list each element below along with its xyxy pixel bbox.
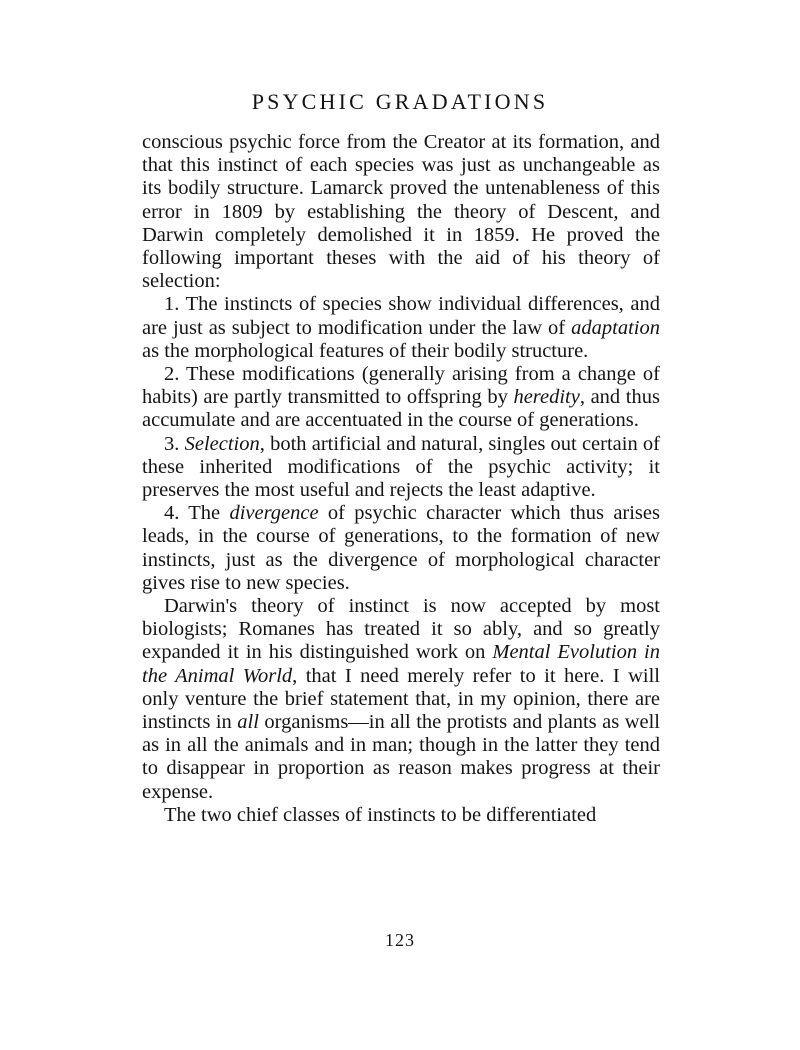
italic-text: Selection bbox=[184, 432, 260, 455]
italic-text: all bbox=[237, 711, 259, 734]
text-segment: , that I need merely refer to it here. I will only venture the brief statement that, in my opinion, there are instincts in bbox=[142, 664, 661, 734]
paragraph bbox=[142, 363, 660, 433]
italic-text: heredity bbox=[513, 386, 580, 409]
running-title: PSYCHIC GRADATIONS bbox=[251, 89, 549, 114]
paragraph bbox=[142, 804, 660, 827]
paragraph bbox=[142, 131, 660, 293]
italic-text: adaptation bbox=[571, 316, 660, 339]
paragraph bbox=[142, 433, 660, 503]
text-segment: conscious psychic force from the Creator at its formation, and that this instinct of each species was just as unchangeable as its bodily structure. Lamarck proved the untenableness of this error in 1809 by establishing the theory of Descent, and Darwin completely demolished it in 1859. He proved the following important theses with the aid of his theory of selection: bbox=[142, 131, 660, 293]
text-segment: , and thus accumulate and are accentuated in the course of generations. bbox=[142, 386, 660, 432]
text-segment: as the morphological features of their bodily structure. bbox=[142, 339, 589, 362]
italic-text: divergence bbox=[229, 502, 319, 525]
text-segment: of psychic character which thus arises leads, in the course of generations, to the formation of new instincts, just as the divergence of morphological character gives rise to new species. bbox=[142, 502, 660, 594]
text-segment: , both artificial and natural, singles out certain of these inherited modifications of the psychic activity; it preserves the most useful and rejects the least adaptive. bbox=[142, 432, 661, 502]
body-text bbox=[142, 131, 660, 827]
text-segment: The two chief classes of instincts to be differentiated bbox=[164, 803, 597, 826]
page-number: 123 bbox=[385, 930, 415, 950]
text-segment: 1. The instincts of species show individual differences, and are just as subject to modification under the law of bbox=[142, 293, 660, 339]
text-segment: 4. The bbox=[164, 502, 230, 525]
text-segment: organisms—in all the protists and plants as well as in all the animals and in man; though in the latter they tend to disappear in proportion as reason makes progress at their expense. bbox=[142, 711, 660, 803]
italic-text: Mental Evolution in the Animal World bbox=[142, 641, 660, 687]
paragraph bbox=[142, 502, 660, 595]
text-segment: Darwin's theory of instinct is now accepted by most biologists; Romanes has treated it so ably, and so greatly expanded it in his distinguished work on bbox=[142, 595, 660, 664]
paragraph bbox=[142, 293, 660, 363]
text-segment: 3. bbox=[164, 432, 185, 455]
paragraph bbox=[142, 595, 660, 804]
text-segment: 2. These modifications (generally arising from a change of habits) are partly transmitted to offspring by bbox=[142, 363, 660, 409]
